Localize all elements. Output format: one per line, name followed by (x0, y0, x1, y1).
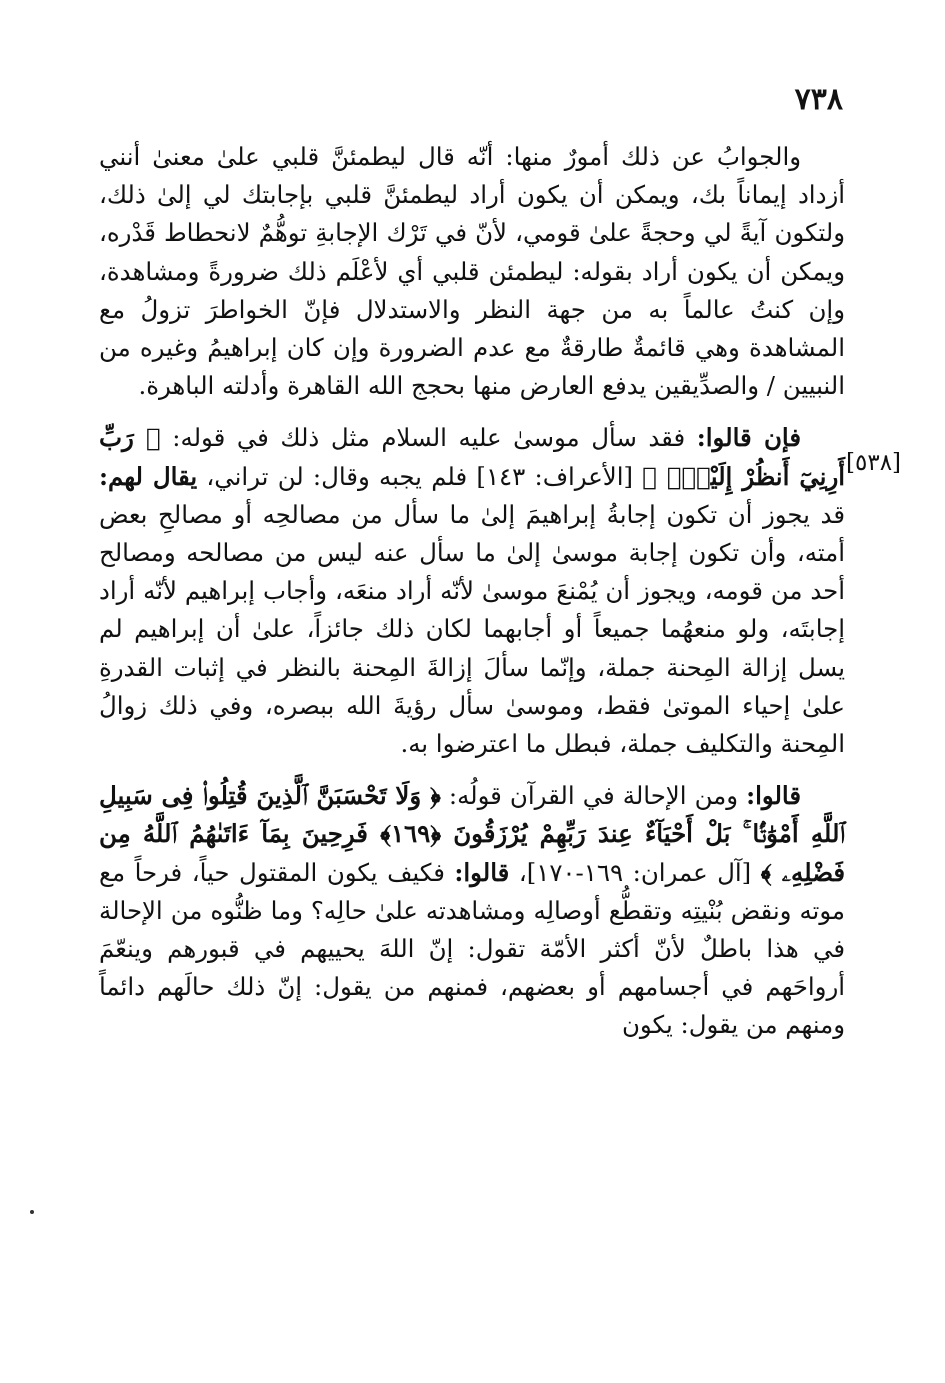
main-text (99, 138, 845, 1045)
objection-keyword: فإن قالوا: (696, 423, 801, 453)
paragraph-martyrs-objection (99, 777, 845, 1044)
stray-dot (30, 1210, 34, 1214)
page-number: ٧٣٨ (794, 82, 843, 117)
quran-verse: ﴿ وَلَا تَحْسَبَنَّ ٱلَّذِينَ قُتِلُوا۟ فِى سَبِيلِ ٱللَّهِ أَمْوَٰتًۢا ۚ بَلْ أَحْيَآءٌ عِندَ رَبِّهِمْ يُرْزَقُونَ ﴿١٦٩﴾ فَرِحِينَ بِمَآ ءَاتَىٰهُمُ ٱللَّهُ مِن فَضْلِهِۦ ﴾ (99, 781, 845, 887)
paragraph-answer (99, 138, 845, 405)
paragraph-text: فقد سأل موسىٰ عليه السلام مثل ذلك في قوله: (160, 423, 697, 453)
objection-keyword: قالوا: (746, 781, 801, 811)
paragraph-text: فكيف يكون المقتول حياً، فرحاً مع موته ونقض بُنْيتِه وتقطُّع أوصالِه ومشاهدته علىٰ حالِه؟ وما ظنُّوه من الإحالة في هذا باطلٌ لأنّ أكثر الأمّة تقول: إنّ اللهَ يحييهم في قبورهم وينعّمَ أرواحَهم في أجسامهم أو بعضهم، فمنهم من يقول: إنّ ذلك حالَهم دائماً ومنهم من يقول: يكون (99, 857, 845, 1040)
paragraph-moses-objection (99, 419, 845, 763)
quran-verse: ﴿ رَبِّ أَرِنِيٓ أَنظُرْ إِلَيْكَۚ ﴾ (99, 423, 846, 491)
paragraph-text: ومن الإحالة في القرآن قولُه: (440, 781, 747, 811)
paragraph-text: [الأعراف: ١٤٣] فلم يجبه وقال: لن تراني، (197, 461, 643, 491)
objection-keyword: قالوا: (454, 857, 510, 887)
paragraph-text: والجوابُ عن ذلك أمورٌ منها: أنّه قال ليطمئنَّ قلبي علىٰ معنىٰ أنني أزداد إيماناً بك، ويمكن أن يكون أراد ليطمئنَّ قلبي بإجابتك لي إلىٰ ذلك، ولتكون آيةً لي وحجةً علىٰ قومي، لأنّ في تَرْك الإجابةِ توهُّمٌ لانحطاط قَدْره، ويمكن أن يكون أراد بقوله: ليطمئن قلبي أي لأعْلَم ذلك ضرورةً ومشاهدة، وإن كنتُ عالماً به من جهة النظر والاستدلال فإنّ الخواطرَ تزولُ مع المشاهدة وهي قائمةٌ طارقةٌ مع عدم الضرورة وإن كان إبراهيمُ وغيره من النبيين / والصدِّيقين يدفع العارض منها بحجج الله القاهرة وأدلته الباهرة. (99, 142, 845, 401)
margin-reference: [٥٣٨] (846, 450, 902, 476)
paragraph-text: قد يجوز أن تكون إجابةُ إبراهيمَ إلىٰ ما سأل من مصالحِه أو مصالحِ بعض أمته، وأن تكون إجابة موسىٰ إلىٰ ما سأل عنه ليس من مصالحه ومصالح أحد من قومه، ويجوز أن يُمْنعَ موسىٰ لأنّه أراد منعَه، وأجاب إبراهيم لأنّه أراد إجابتَه، ولو منعهُما جميعاً أو أجابهما لكان ذلك جائزاً، علىٰ أن إبراهيم لم يسل إزالة المِحنة جملة، وإنّما سألَ إزالةَ المِحنة بالنظر في إثبات القدرةِ علىٰ إحياء الموتىٰ فقط، وموسىٰ سأل رؤيةَ الله ببصره، وفي ذلك زوالُ المِحنة والتكليف جملة، فبطل ما اعترضوا به. (99, 499, 845, 759)
reply-keyword: يقال لهم: (99, 461, 198, 491)
paragraph-text: [آل عمران: ١٦٩-١٧٠]، (509, 857, 761, 887)
